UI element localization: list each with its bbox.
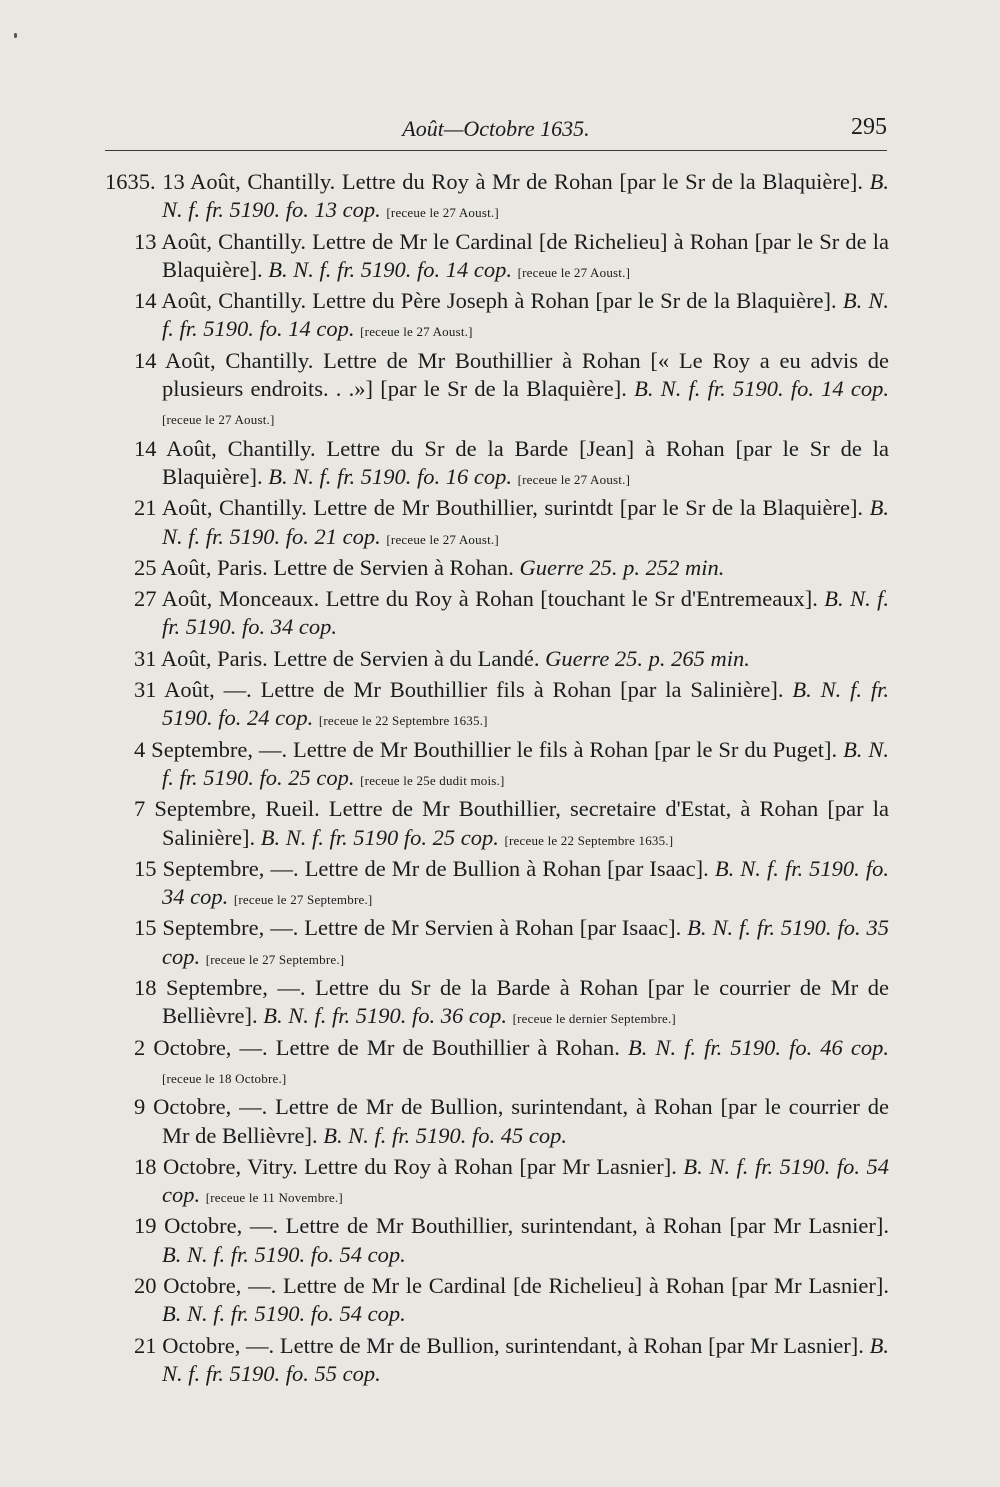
list-item: 13 Août, Chantilly. Lettre de Mr le Cardinal [de Richelieu] à Rohan [par le Sr de la Blaquière]. B. N. f. fr. 5190. fo. 14 cop. [receue le 27 Aoust.] bbox=[134, 228, 889, 282]
list-item: 1635. 13 Août, Chantilly. Lettre du Roy à Mr de Rohan [par le Sr de la Blaquière]. B. N. f. fr. 5190. fo. 13 cop. [receue le 27 Aoust.] bbox=[105, 169, 889, 223]
list-item: 18 Octobre, Vitry. Lettre du Roy à Rohan [par Mr Lasnier]. B. N. f. fr. 5190. fo. 54 cop. [receue le 11 Novembre.] bbox=[134, 1153, 889, 1208]
list-item: 15 Septembre, —. Lettre de Mr de Bullion à Rohan [par Isaac]. B. N. f. fr. 5190. fo. 34 cop. [receue le 27 Septembre.] bbox=[134, 855, 889, 910]
list-item: 19 Octobre, —. Lettre de Mr Bouthillier, surintendant, à Rohan [par Mr Lasnier]. B. N. f. fr. 5190. fo. 54 cop. bbox=[134, 1213, 889, 1267]
running-title: Août—Octobre 1635. bbox=[402, 116, 590, 141]
list-item: 9 Octobre, —. Lettre de Mr de Bullion, surintendant, à Rohan [par le courrier de Mr de Bellièvre]. B. N. f. fr. 5190. fo. 45 cop. bbox=[134, 1094, 889, 1148]
list-item: 14 Août, Chantilly. Lettre du Sr de la Barde [Jean] à Rohan [par le Sr de la Blaquière]. B. N. f. fr. 5190. fo. 16 cop. [receue le 27 Aoust.] bbox=[134, 435, 889, 489]
list-item: 21 Août, Chantilly. Lettre de Mr Bouthillier, surintdt [par le Sr de la Blaquière]. B. N. f. fr. 5190. fo. 21 cop. [receue le 27 Aoust.] bbox=[134, 495, 890, 549]
list-item: 7 Septembre, Rueil. Lettre de Mr Bouthillier, secretaire d'Estat, à Rohan [par la Salinière]. B. N. f. fr. 5190 fo. 25 cop. [receue le 22 Septembre 1635.] bbox=[134, 796, 889, 850]
list-item: 25 Août, Paris. Lettre de Servien à Rohan. Guerre 25. p. 252 min. bbox=[134, 554, 725, 580]
list-item: 18 Septembre, —. Lettre du Sr de la Barde à Rohan [par le courrier de Mr de Bellièvre]. B. N. f. fr. 5190. fo. 36 cop. [receue le dernier Septembre.] bbox=[134, 975, 889, 1029]
list-item: 31 Août, Paris. Lettre de Servien à du Landé. Guerre 25. p. 265 min. bbox=[134, 645, 750, 671]
list-item: 14 Août, Chantilly. Lettre de Mr Bouthillier à Rohan [« Le Roy a eu advis de plusieurs endroits. . .»] [par le Sr de la Blaquière]. B. N. f. fr. 5190. fo. 14 cop. [receue le 27 Aoust.] bbox=[134, 347, 890, 428]
list-item: 14 Août, Chantilly. Lettre du Père Joseph à Rohan [par le Sr de la Blaquière]. B. N. f. fr. 5190. fo. 14 cop. [receue le 27 Aoust.] bbox=[134, 288, 889, 342]
page-number: 295 bbox=[851, 114, 887, 140]
list-item: 2 Octobre, —. Lettre de Mr de Bouthillier à Rohan. B. N. f. fr. 5190. fo. 46 cop. [receue le 18 Octobre.] bbox=[134, 1034, 890, 1086]
list-item: 27 Août, Monceaux. Lettre du Roy à Rohan [touchant le Sr d'Entremeaux]. B. N. f. fr. 5190. fo. 34 cop. bbox=[134, 586, 889, 640]
page-header bbox=[105, 112, 887, 146]
list-item: 21 Octobre, —. Lettre de Mr de Bullion, surintendant, à Rohan [par Mr Lasnier]. B. N. f. fr. 5190. fo. 55 cop. bbox=[134, 1332, 889, 1386]
list-item: 4 Septembre, —. Lettre de Mr Bouthillier le fils à Rohan [par le Sr du Puget]. B. N. f. fr. 5190. fo. 25 cop. [receue le 25e dudit mois.] bbox=[134, 736, 889, 790]
entry-list bbox=[105, 168, 889, 1391]
page-mark bbox=[14, 33, 17, 38]
list-item: 20 Octobre, —. Lettre de Mr le Cardinal [de Richelieu] à Rohan [par Mr Lasnier]. B. N. f. fr. 5190. fo. 54 cop. bbox=[134, 1272, 889, 1327]
header-rule bbox=[105, 150, 887, 151]
list-item: 31 Août, —. Lettre de Mr Bouthillier fils à Rohan [par la Salinière]. B. N. f. fr. 5190. fo. 24 cop. [receue le 22 Septembre 1635.] bbox=[134, 677, 889, 731]
list-item: 15 Septembre, —. Lettre de Mr Servien à Rohan [par Isaac]. B. N. f. fr. 5190. fo. 35 cop. [receue le 27 Septembre.] bbox=[134, 915, 889, 969]
